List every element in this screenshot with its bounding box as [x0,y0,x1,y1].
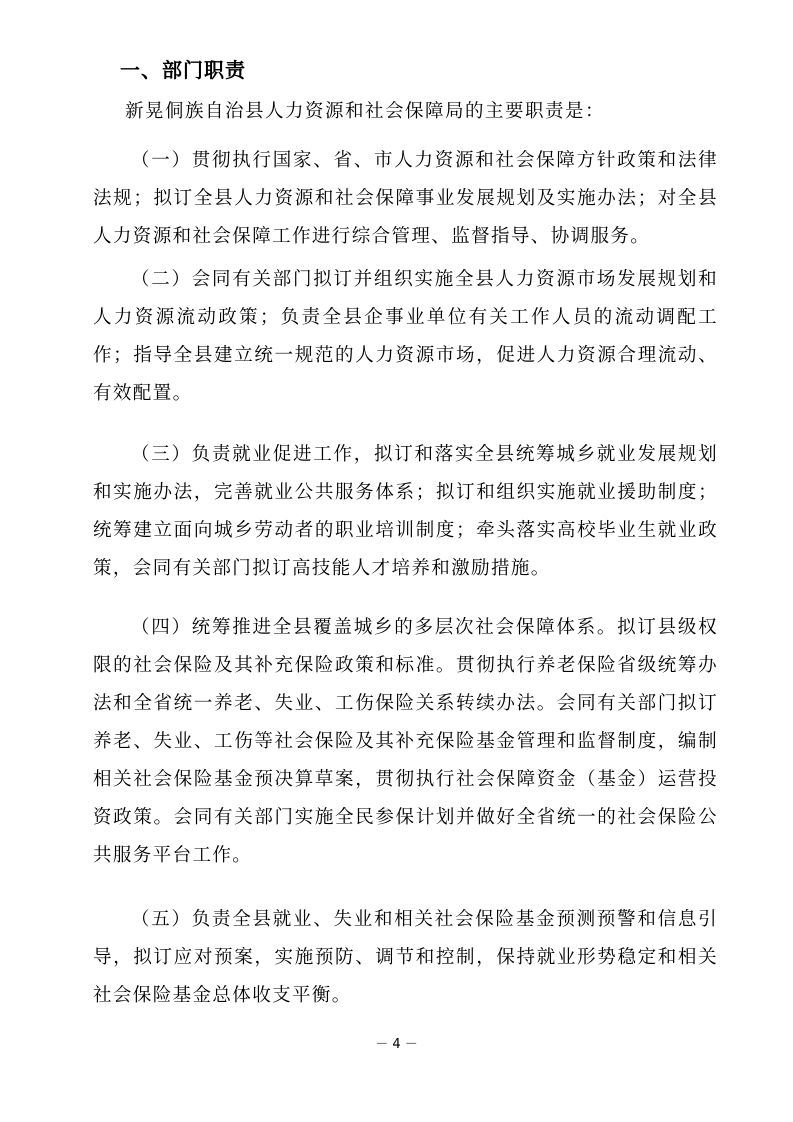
duty-paragraph-4: （四）统筹推进全县覆盖城乡的多层次社会保障体系。拟订县级权限的社会保险及其补充保险政策和标准。贯彻执行养老保险省级统筹办法和全省统一养老、失业、工伤保险关系转续办法。会同有关部门拟订养老、失业、工伤等社会保险及其补充保险基金管理和监督制度，编制相关社会保险基金预决算草案，贯彻执行社会保障资金（基金）运营投资政策。会同有关部门实施全民参保计划并做好全省统一的社会保险公共服务平台工作。 [93,617,718,866]
duty-paragraph-3: （三）负责就业促进工作，拟订和落实全县统筹城乡就业发展规划和实施办法，完善就业公共服务体系；拟订和组织实施就业援助制度；统筹建立面向城乡劳动者的职业培训制度；牵头落实高校毕业生就业政策，会同有关部门拟订高技能人才培养和激励措施。 [93,444,718,579]
section-heading: 一、部门职责 [120,58,246,82]
duty-paragraph-1: （一）贯彻执行国家、省、市人力资源和社会保障方针政策和法律法规；拟订全县人力资源和社会保障事业发展规划及实施办法；对全县人力资源和社会保障工作进行综合管理、监督指导、协调服务。 [93,150,718,247]
intro-text: 新晃侗族自治县人力资源和社会保障局的主要职责是： [125,101,606,122]
duty-paragraph-2: （二）会同有关部门拟订并组织实施全县人力资源市场发展规划和人力资源流动政策；负责全县企事业单位有关工作人员的流动调配工作；指导全县建立统一规范的人力资源市场，促进人力资源合理流动、有效配置。 [93,269,718,404]
page-number: － 4 － [375,1037,418,1052]
duty-paragraph-5: （五）负责全县就业、失业和相关社会保险基金预测预警和信息引导，拟订应对预案，实施预防、调节和控制，保持就业形势稳定和相关社会保险基金总体收支平衡。 [93,909,718,1006]
